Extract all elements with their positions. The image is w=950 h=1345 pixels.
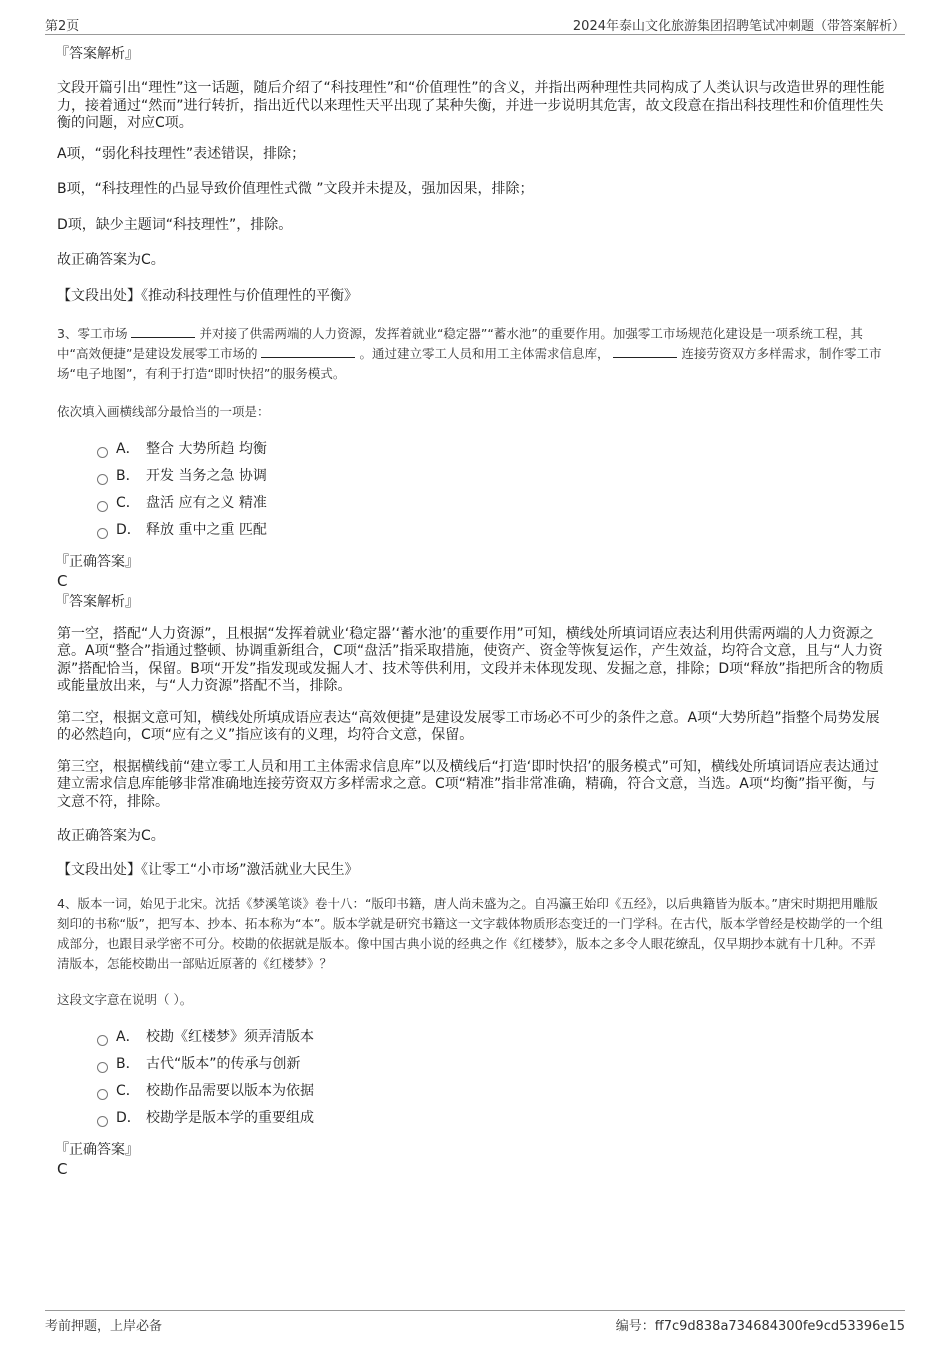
document-body [57,44,887,1178]
radio-icon[interactable] [97,474,108,485]
page-footer [45,1310,905,1335]
q3-answer: C [57,571,68,590]
q3-stem-part1: 3、零工市场 [57,325,128,341]
q3-analysis-label: 『答案解析』 [55,593,139,610]
document-title: 2024年泰山文化旅游集团招聘笔试冲刺题（带答案解析） [572,19,905,34]
q2-analysis-option-d: D项，缺少主题词“科技理性”，排除。 [57,216,293,233]
q2-source: 【文段出处】《推动科技理性与价值理性的平衡》 [57,287,358,304]
q3-instruction: 依次填入画横线部分最恰当的一项是： [57,403,270,419]
q3-analysis-paragraph-3: 第三空，根据横线前“建立零工人员和用工主体需求信息库”以及横线后“打造‘即时快招’的服务模式”可知，横线处所填词语应表达通过建立需求信息库能够非常准确地连接劳资双方多样需求之意。C项“精准”指非常准确，精确，符合文意，当选。A项“均衡”指平衡，与文意不符，排除。 [57,758,879,810]
q3-blank-2 [261,345,355,358]
q3-analysis-paragraph-2: 第二空，根据文意可知，横线处所填成语应表达“高效便捷”是建设发展零工市场必不可少的条件之意。A项“大势所趋”指整个局势发展的必然趋向，C项“应有之义”指应该有的义理，均符合文意，保留。 [57,709,880,743]
q4-answer: C [57,1159,68,1178]
q4-answer-label: 『正确答案』 [55,1141,139,1158]
q3-answer-label: 『正确答案』 [55,553,139,570]
q3-stem-part2: 并对接了供需两端的人力资源，发挥着就业“稳定器”“蓄水池”的重要作用。加强零工市场规范化建设是一项系统工程，其中“高效便捷”是建设发展零工市场的 [57,325,863,361]
q3-stem-part3: 。通过建立零工人员和用工主体需求信息库， [359,345,610,361]
radio-icon[interactable] [97,1116,108,1127]
q3-conclusion: 故正确答案为C。 [57,828,165,844]
q3-options [97,436,887,544]
q3-option-b[interactable]: B． 开发 当务之急 协调 [97,463,887,490]
radio-icon[interactable] [97,528,108,539]
footer-slogan: 考前押题，上岸必备 [45,1319,163,1334]
radio-icon[interactable] [97,447,108,458]
q3-stem [57,324,887,384]
radio-icon[interactable] [97,1089,108,1100]
page-number: 第2页 [45,19,80,34]
q4-option-d[interactable]: D． 校勘学是版本学的重要组成 [97,1105,887,1132]
q3-blank-3 [613,345,677,358]
radio-icon[interactable] [97,1062,108,1073]
radio-icon[interactable] [97,1035,108,1046]
q4-options [97,1024,887,1132]
q2-analysis-option-a: A项，“弱化科技理性”表述错误，排除； [57,145,306,162]
q4-instruction: 这段文字意在说明（ ）。 [57,991,193,1007]
q2-conclusion: 故正确答案为C。 [57,252,165,268]
q4-option-c[interactable]: C． 校勘作品需要以版本为依据 [97,1078,887,1105]
page-header [45,14,905,35]
q4-option-a[interactable]: A． 校勘《红楼梦》须弄清版本 [97,1024,887,1051]
q2-analysis-label: 『答案解析』 [55,46,139,62]
q2-analysis-option-b: B项，“科技理性的凸显导致价值理性式微 ”文段并未提及，强加因果，排除； [57,181,534,197]
q3-blank-1 [131,325,195,338]
q4-option-b[interactable]: B． 古代“版本”的传承与创新 [97,1051,887,1078]
q3-source: 【文段出处】《让零工“小市场”激活就业大民生》 [57,861,359,878]
document-id: 编号：ff7c9d838a734684300fe9cd53396e15 [615,1319,905,1334]
q3-option-a[interactable]: A． 整合 大势所趋 均衡 [97,436,887,463]
q3-option-d[interactable]: D． 释放 重中之重 匹配 [97,517,887,544]
q4-stem: 4、版本一词，始见于北宋。沈括《梦溪笔谈》卷十八：“版印书籍，唐人尚未盛为之。自冯瀛王始印《五经》，以后典籍皆为版本。”唐宋时期把用雕版刻印的书称“版”，把写本、抄本、拓本称为“本”。版本学就是研究书籍这一文字载体物质形态变迁的一门学科。在古代，版本学曾经是校勘学的一个组成部分，也跟目录学密不可分。校勘的依据就是版本。像中国古典小说的经典之作《红楼梦》，版本之多令人眼花缭乱，仅早期抄本就有十几种。不弄清版本，怎能校勘出一部贴近原著的《红楼梦》？ [57,895,883,971]
q3-option-c[interactable]: C． 盘活 应有之义 精准 [97,490,887,517]
q3-stem-part4: 连接劳资双方多样需求，制作零工市场“电子地图”，有利于打造“即时快招”的服务模式。 [57,345,882,381]
q2-analysis-paragraph: 文段开篇引出“理性”这一话题，随后介绍了“科技理性”和“价值理性”的含义，并指出两种理性共同构成了人类认识与改造世界的理性能力，接着通过“然而”进行转折，指出近代以来理性天平出现了某种失衡，并进一步说明其危害，故文段意在指出科技理性和价值理性失衡的问题，对应C项。 [57,80,885,131]
radio-icon[interactable] [97,501,108,512]
q3-analysis-paragraph-1: 第一空，搭配“人力资源”，且根据“发挥着就业‘稳定器’‘蓄水池’的重要作用”可知，横线处所填词语应表达利用供需两端的人力资源之意。A项“整合”指通过整顿、协调重新组合，C项“盘活”指采取措施，使资产、资金等恢复运作，产生效益，均符合文意，且与“人力资源”搭配恰当，保留。B项“开发”指发现或发掘人才、技术等供利用，文段并未体现发现、发掘之意，排除；D项“释放”指把所含的物质或能量放出来，与“人力资源”搭配不当，排除。 [57,625,884,694]
